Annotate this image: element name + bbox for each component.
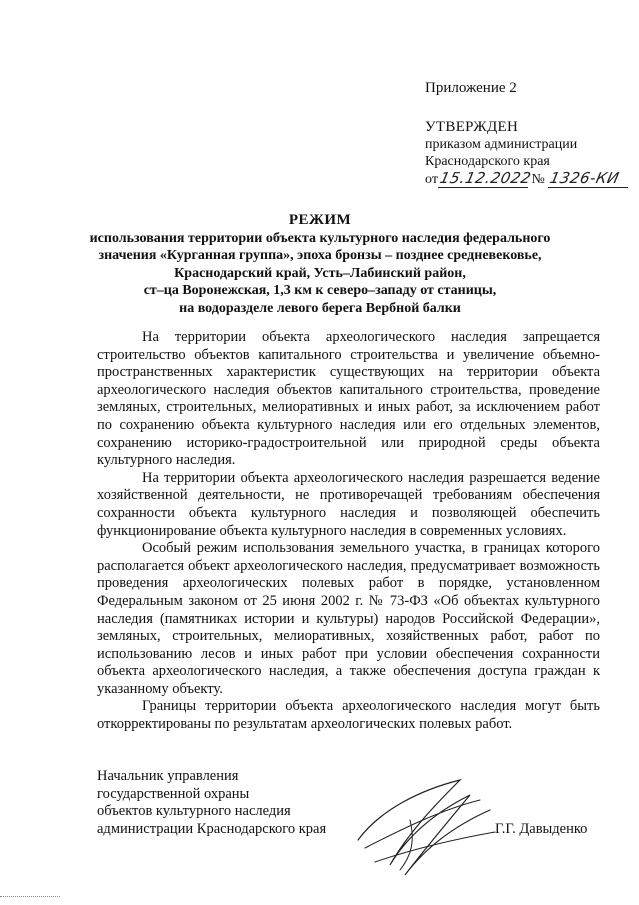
scan-artifact-line xyxy=(0,896,60,898)
handwritten-signature xyxy=(350,770,500,880)
signer-name: Г.Г. Давыденко xyxy=(495,821,588,837)
signatory-position xyxy=(97,768,326,838)
number-prefix: № xyxy=(531,172,545,187)
heading-line: ст–ца Воронежская, 1,3 км к северо–западу от станицы, xyxy=(143,283,497,298)
heading-line: использования территории объекта культурного наследия федерального xyxy=(89,230,551,246)
heading-title: РЕЖИМ xyxy=(288,212,352,228)
heading-line: Краснодарский край, Усть–Лабинский район, xyxy=(174,265,466,281)
document-heading xyxy=(80,212,560,317)
paragraph-permissions: На территории объекта археологического наследия разрешается ведение хозяйственной деятельности, не противоречащей требованиям обеспечения сохранности объекта культурного наследия и позволяющей обеспечить функционирование объекта культурного наследия в современных условиях. xyxy=(97,469,600,539)
date-underline xyxy=(438,169,533,188)
position-line: администрации Краснодарского края xyxy=(97,820,327,837)
date-prefix: от xyxy=(425,172,438,187)
position-line: Начальник управления xyxy=(97,768,239,784)
position-line: объектов культурного наследия xyxy=(97,803,291,819)
body-text xyxy=(97,329,600,734)
handwritten-number: 1326-КИ xyxy=(548,169,622,187)
approval-line-2: Краснодарского края xyxy=(425,154,550,169)
handwritten-date: 15.12.2022 xyxy=(438,169,533,187)
position-line: государственной охраны xyxy=(97,785,250,802)
paragraph-boundaries: Границы территории объекта археологического наследия могут быть откорректированы по результатам археологических полевых работ. xyxy=(97,698,600,733)
appendix-label: Приложение 2 xyxy=(425,80,517,96)
approval-block xyxy=(425,119,628,188)
heading-line: значения «Курганная группа», эпоха бронзы – позднее средневековье, xyxy=(98,248,542,263)
paragraph-special-regime: Особый режим использования земельного участка, в границах которого располагается объект археологического наследия, предусматривает возможность проведения археологических полевых работ в порядке, установленном Федеральным законом от 25 июня 2002 г. № 73-ФЗ «Об объектах культурного наследия (памятниках истории и культуры) народов Российской Федерации», земляных, строительных, мелиоративных, хозяйственных работ, работ по использованию лесов и иных работ при условии обеспечения сохранности объекта археологического наследия, а также обеспечения доступа граждан к указанному объекту. xyxy=(97,540,600,697)
number-underline xyxy=(548,171,628,188)
approval-title: УТВЕРЖДЕН xyxy=(425,119,519,135)
approval-date-number xyxy=(425,171,628,188)
paragraph-prohibitions: На территории объекта археологического наследия запрещается строительство объектов капитального строительства и увеличение объемно-пространственных характеристик существующих на территории объекта археологического наследия объектов капитального строительства, проведение земляных, строительных, мелиоративных и иных работ, за исключением работ по сохранению объекта культурного наследия или его отдельных элементов, сохранению историко-градостроительной или природной среды объекта культурного наследия. xyxy=(97,329,600,469)
heading-line: на водоразделе левого берега Вербной балки xyxy=(179,300,461,316)
approval-line-1: приказом администрации xyxy=(425,137,578,152)
